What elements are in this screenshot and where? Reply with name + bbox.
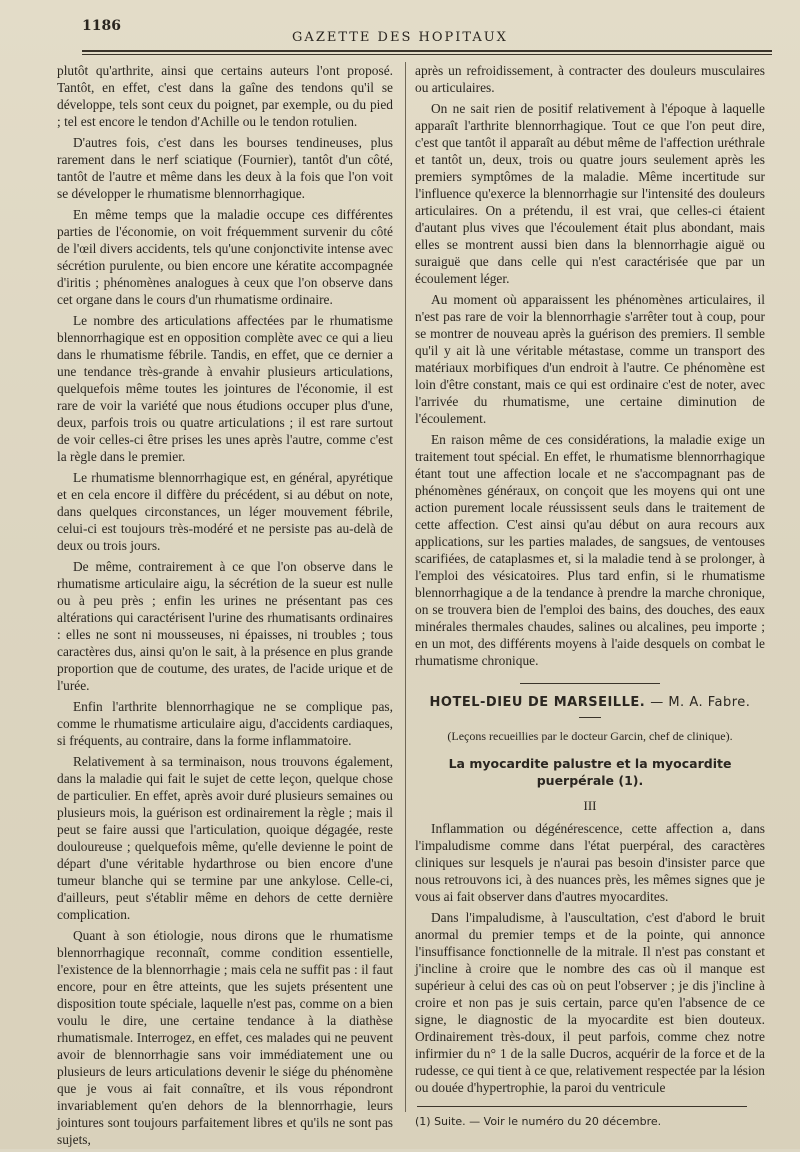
section-number: III (583, 798, 597, 813)
section-title (415, 694, 765, 711)
header-rule (82, 50, 772, 55)
paragraph: Relativement à sa terminaison, nous trouvons également, dans la maladie qui fait le sujet de cette leçon, quelque chose de particulier. En effet, après avoir duré plusieurs semaines ou plusieurs mois, la guérison est ordinairement la règle ; mais il peut se faire aussi que l'articulation, quoique dégagée, reste douloureuse ; quelquefois même, qu'elle devienne le point de départ d'une véritable hydarthrose ou bien encore d'une tumeur blanche qui se termine par une ankylose. Celle-ci, d'ailleurs, peut s'établir même en dehors de cette dernière complication. (57, 754, 393, 922)
paragraph: En raison même de ces considérations, la maladie exige un traitement tout spécial. En effet, le rhumatisme blennorrhagique étant tout une affection locale et ne s'accompagnant pas de phénomènes généraux, on conçoit que les moyens qui ont une action purement locale réussissent seuls dans le traitement de cette affection. C'est ainsi qu'au début on aura recours aux applications, sur les parties malades, de sangsues, de ventouses scarifiées, de cataplasmes et, si la maladie tend à se prolonger, à l'emploi des vésicatoires. Plus tard enfin, si le rhumatisme blennorrhagique a de la tendance à prendre la marche chronique, on se trouvera bien de l'emploi des bains, des douches, des eaux minérales thermales chaudes, salines ou alcalines, peu importe ; en un mot, des différents moyens à l'aide desquels on combat le rhumatisme chronique. (415, 432, 765, 668)
section-note: (Leçons recueillies par le docteur Garcin, chef de clinique). (447, 729, 733, 743)
paragraph: plutôt qu'arthrite, ainsi que certains auteurs l'ont proposé. Tantôt, en effet, c'est dans la gaîne des tendons qu'il se développe, tels sont ceux du poignet, par exemple, ou du pied ; tel est encore le tendon d'Achille ou le tendon rotulien. (57, 63, 393, 129)
paragraph: Quant à son étiologie, nous dirons que le rhumatisme blennorrhagique reconnaît, comme condition essentielle, l'existence de la blennorrhagie ; mais cela ne suffit pas : il faut encore, pour en être atteints, que les sujets présentent une disposition toute spéciale, laquelle n'est pas, comme on a bien voulu le dire, une certaine tendance à la diathèse rhumatismale. Interrogez, en effet, ces malades qui ne peuvent avoir de blennorrhagie sans voir immédiatement une ou plusieurs de leurs articulations devenir le siége du phénomène que je vous ai fait connaître, et ils vous répondront invariablement qu'en dehors de la blennorrhagie, leurs jointures sont toujours parfaitement libres et qu'ils ne sont pas sujets, (57, 928, 393, 1147)
small-rule (579, 717, 601, 718)
section-separator (520, 683, 660, 684)
paragraph: Le nombre des articulations affectées par le rhumatisme blennorrhagique est en opposition complète avec ce qui a lieu dans le rhumatisme fébrile. Tandis, en effet, que ce dernier a une tendance très-grande à envahir plusieurs articulations, quelquefois même toutes les jointures de l'économie, il est rare de voir la variété que nous étudions occuper plus d'une, deux, parfois trois ou quatre articulations ; il est rare surtout de voir celles-ci être prises les unes après l'autre, comme c'est la règle dans le premier. (57, 313, 393, 464)
paragraph: En même temps que la maladie occupe ces différentes parties de l'économie, on voit fréquemment survenir du côté de l'œil divers accidents, tels qu'une conjonctivite intense avec sécrétion purulente, ou bien encore une kératite accompagnée d'iritis ; phénomènes analogues à ceux que l'on observe dans cet organe dans le cours d'un rhumatisme ordinaire. (57, 207, 393, 307)
paragraph: De même, contrairement à ce que l'on observe dans le rhumatisme articulaire aigu, la sécrétion de la sueur est nulle ou à peu près ; enfin les urines ne présentant pas ces altérations qui caractérisent l'urine des rhumatisants ordinaires : elles ne sont ni mousseuses, ni épaisses, ni troubles ; tous caractères dus, ainsi qu'on le sait, à la présence en plus grande proportion que de coutume, des urates, de l'acide urique et de l'urée. (57, 559, 393, 693)
section-author: — M. A. Fabre. (650, 695, 751, 710)
paragraph: Dans l'impaludisme, à l'auscultation, c'est d'abord le bruit anormal du premier temps et de la pointe, qui annonce l'insuffisance fonctionnelle de la mitrale. Il n'est pas constant et j'incline à croire que le nombre des cas où il manque est supérieur à celui des cas où on peut l'observer ; je dis j'incline à croire et non pas je suis certain, parce qu'en l'absence de ce signe, le diagnostic de la myocardite est bien douteux. Ordinairement très-doux, il peut parfois, comme chez notre infirmier du n° 1 de la salle Ducros, acquérir de la force et de la rudesse, ce qui tient à ce que, relativement respectée par la lésion ou douée d'hypertrophie, la paroi du ventricule (415, 910, 765, 1095)
paragraph: Enfin l'arthrite blennorrhagique ne se complique pas, comme le rhumatisme articulaire aigu, d'accidents cardiaques, si fréquents, au contraire, dans la forme inflammatoire. (57, 699, 393, 748)
paragraph: On ne sait rien de positif relativement à l'époque à laquelle apparaît l'arthrite blennorrhagique. Tout ce que l'on peut dire, c'est que tantôt il apparaît au début même de l'affection uréthrale et tantôt un, deux, trois ou quatre jours seulement après les premiers symptômes de la maladie. Même incertitude sur l'influence qu'exerce la blennorrhagie sur l'intensité des douleurs articulaires. On a prétendu, il est vrai, que celles-ci étaient d'autant plus vives que l'écoulement était plus abondant, mais elles se montrent aussi bien dans la blennorrhagie aiguë ou suraiguë que dans celle qui n'est caractérisée que par un écoulement léger. (415, 101, 765, 286)
left-column (57, 62, 393, 1152)
journal-title: GAZETTE DES HOPITAUX (292, 30, 508, 45)
paragraph: après un refroidissement, à contracter des douleurs musculaires ou articulaires. (415, 63, 765, 95)
section-subtitle: La myocardite palustre et la myocardite puerpérale (1). (448, 756, 732, 788)
paragraph: Le rhumatisme blennorrhagique est, en général, apyrétique et en cela encore il diffère du précédent, si au début on note, dans quelques circonstances, un léger mouvement fébrile, celui-ci est toujours très-modéré et ne persiste pas au-delà de deux ou trois jours. (57, 470, 393, 553)
paragraph: D'autres fois, c'est dans les bourses tendineuses, plus rarement dans le nerf sciatique (Fournier), tantôt d'un côté, tantôt de l'autre et même dans les deux à la fois que l'on voit se développer le rhumatisme blennorrhagique. (57, 135, 393, 201)
right-column (415, 62, 765, 1130)
column-divider (405, 62, 406, 1112)
section-title-text: HOTEL-DIEU DE MARSEILLE. (429, 695, 646, 710)
footnote-rule (417, 1106, 747, 1107)
page-number: 1186 (82, 18, 121, 34)
paragraph: Au moment où apparaissent les phénomènes articulaires, il n'est pas rare de voir la blennorrhagie s'arrêter tout à coup, pour se montrer de nouveau après la guérison des premiers. Il semble qu'il y ait là une véritable métastase, comme un transport des matériaux morbifiques d'un endroit à l'autre. Ce phénomène est loin d'être constant, mais ce qui est ordinaire c'est de noter, avec l'arrivée du rhumatisme, une certaine diminution de l'écoulement. (415, 292, 765, 426)
paragraph: Inflammation ou dégénérescence, cette affection a, dans l'impaludisme comme dans l'état puerpéral, des caractères cliniques sur lesquels je n'aurai pas besoin d'insister parce que nous retrouvons ici, à des nuances près, les mêmes signes que je vous ai fait observer dans d'autres myocardites. (415, 821, 765, 904)
footnote: (1) Suite. — Voir le numéro du 20 décembre. (415, 1115, 662, 1128)
